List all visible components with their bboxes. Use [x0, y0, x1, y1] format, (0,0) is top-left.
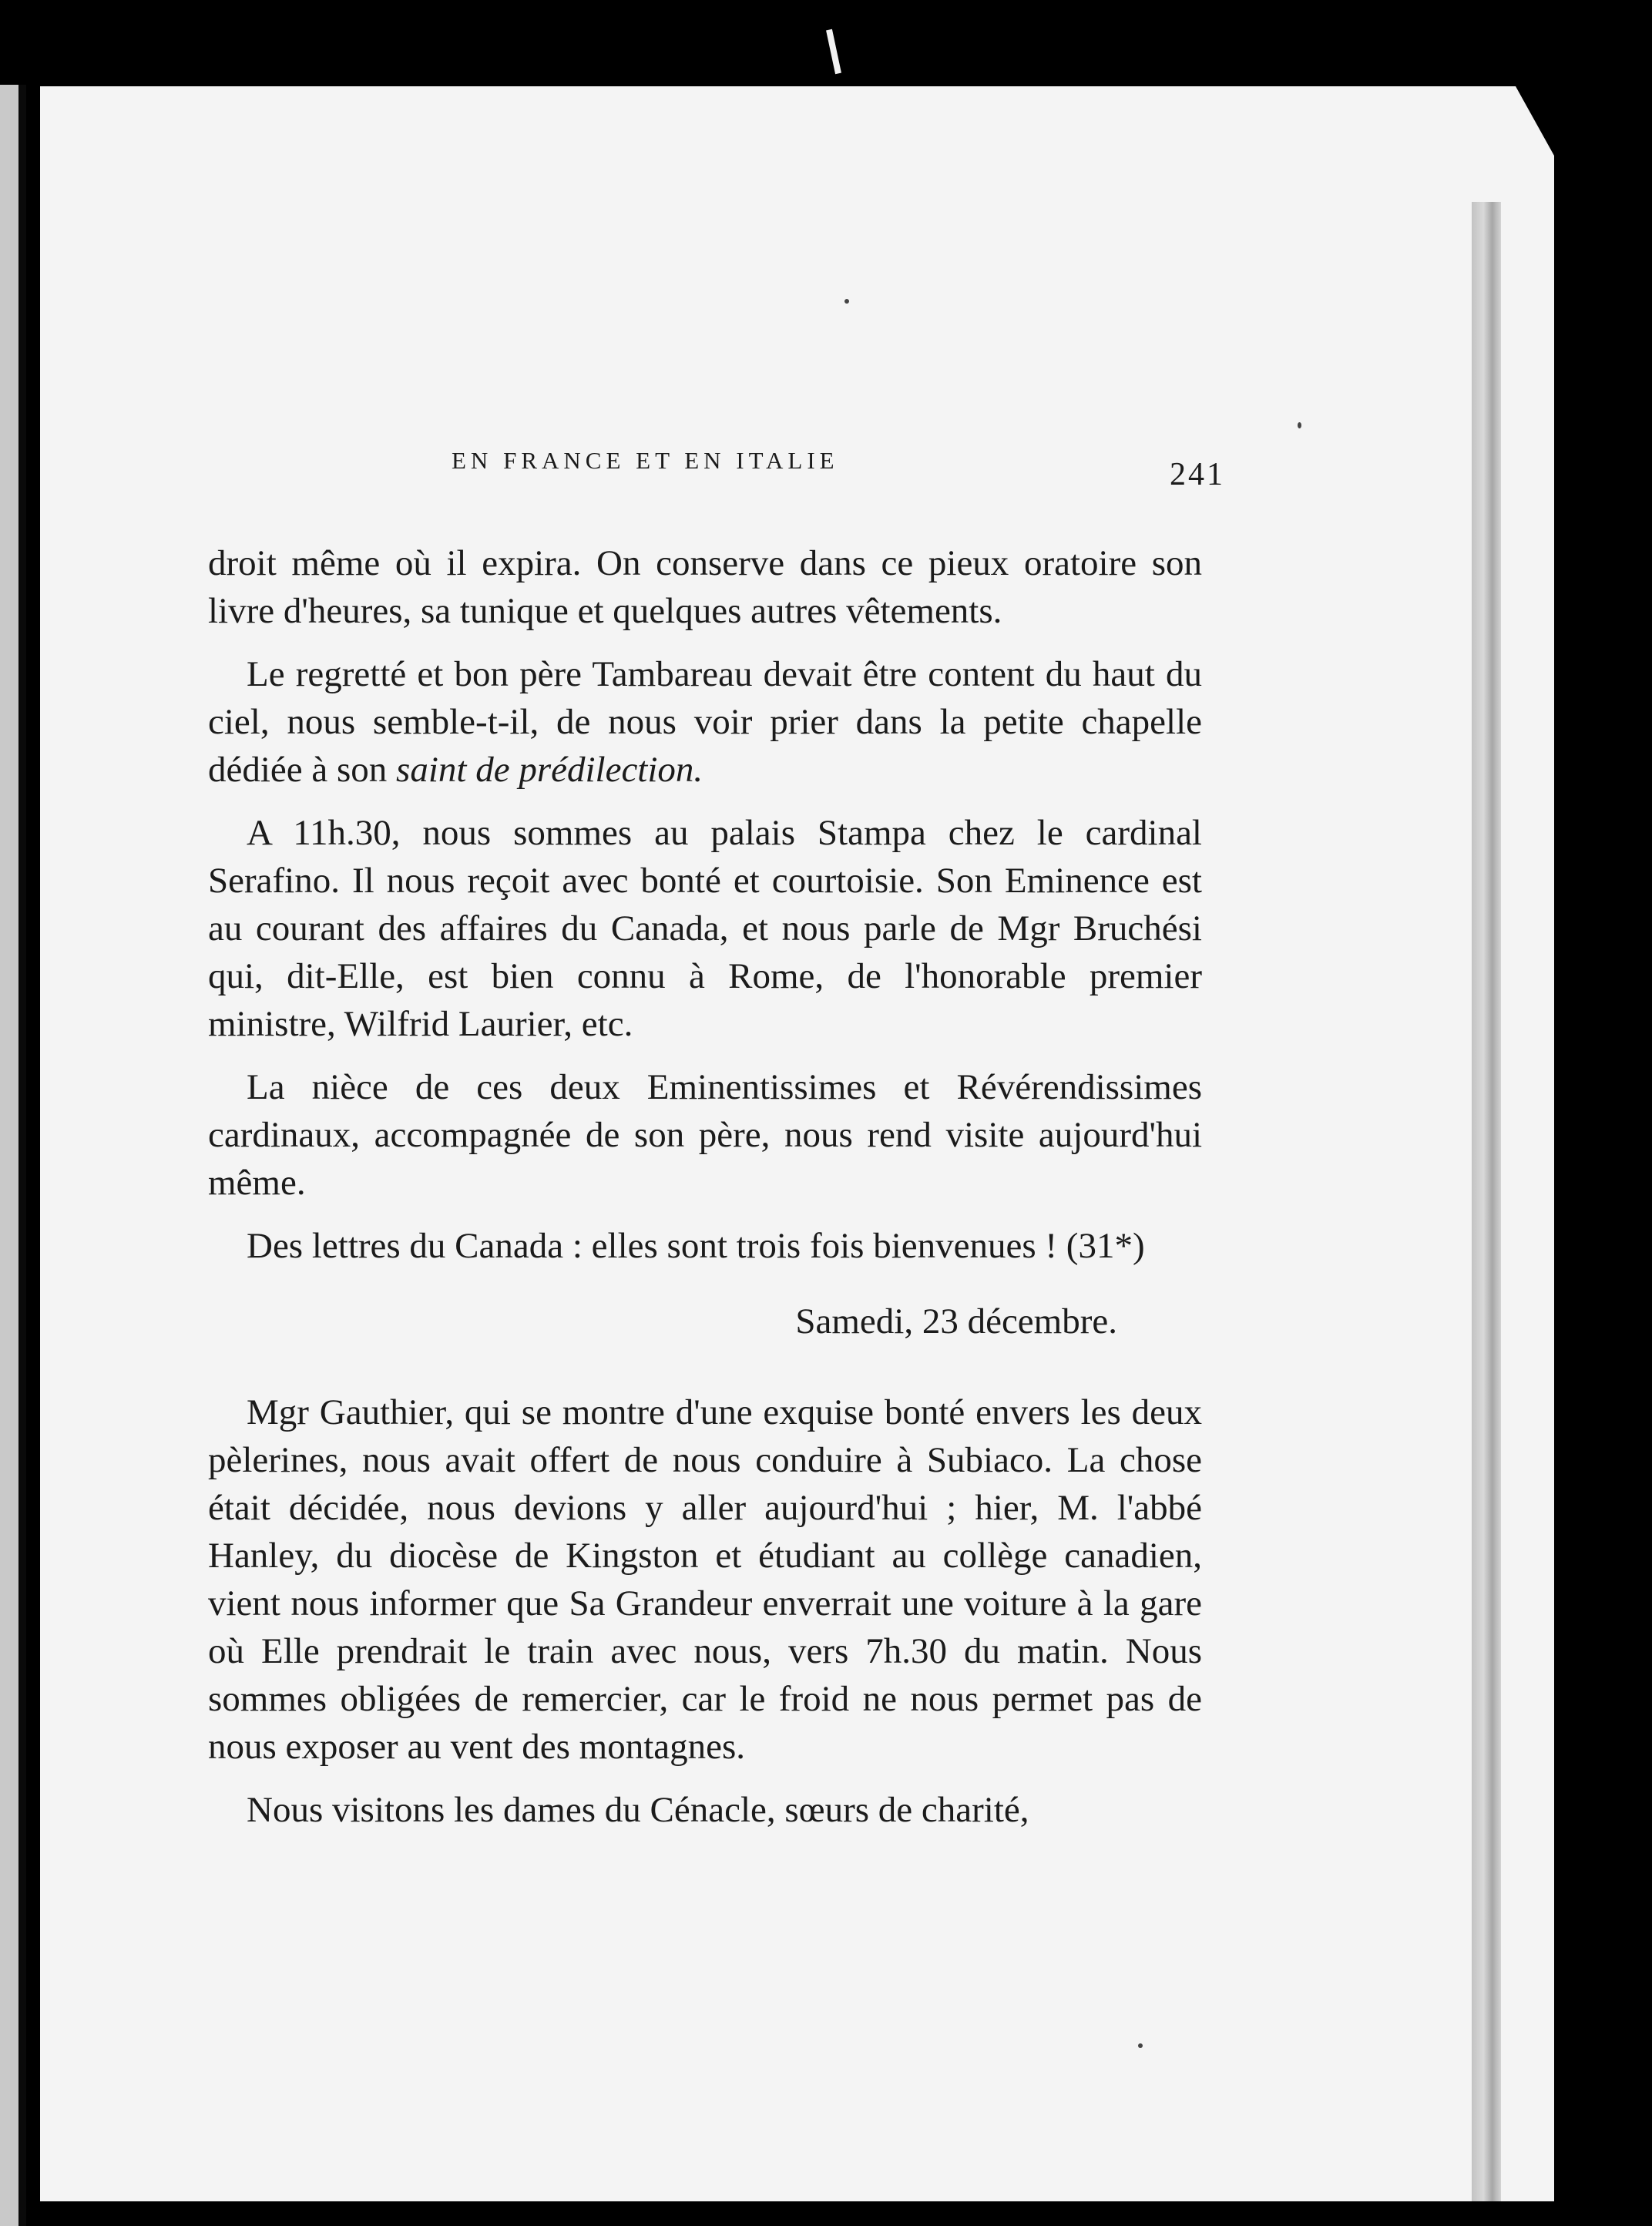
scan-speck [1138, 2043, 1143, 2048]
running-head [208, 447, 1225, 539]
scan-left-margin [0, 85, 26, 2226]
paragraph-1: droit même où il expira. On conserve dans ce pieux oratoire son livre d'heures, sa tunique et quelques autres vêtements. [208, 543, 1202, 631]
paragraph-5: Des lettres du Canada : elles sont trois fois bienvenues ! (31*) [247, 1226, 1145, 1266]
paragraph-2-text: Le regretté et bon père Tambareau devait être content du haut du ciel, nous semble-t-il, de nous voir prier dans la petite chapelle dédiée à son [208, 654, 1202, 790]
paragraph-2 [208, 650, 1202, 794]
paragraph-3: A 11h.30, nous sommes au palais Stampa chez le cardinal Serafino. Il nous reçoit avec bonté et courtoisie. Son Eminence est au courant des affaires du Canada, et nous parle de Mgr Bruchési qui, dit-Elle, est bien connu à Rome, de l'honorable premier ministre, Wilfrid Laurier, etc. [208, 813, 1202, 1044]
dateline: Samedi, 23 décembre. [795, 1301, 1117, 1341]
paragraph-7: Nous visitons les dames du Cénacle, sœurs de charité, [247, 1790, 1029, 1830]
running-title: EN FRANCE ET EN ITALIE [452, 447, 839, 474]
paragraph-4: La nièce de ces deux Eminentissimes et Révérendissimes cardinaux, accompagnée de son père, nous rend visite aujourd'hui même. [208, 1067, 1202, 1203]
page-edge-shadow [1472, 202, 1501, 2226]
scan-top-mark [826, 29, 841, 74]
scan-speck [844, 299, 849, 304]
page-number: 241 [1170, 457, 1225, 492]
paragraph-2-italic: saint de prédilection. [396, 750, 703, 790]
page-text [208, 447, 1225, 1849]
scan-speck [1298, 422, 1301, 428]
paragraph-6: Mgr Gauthier, qui se montre d'une exquise bonté envers les deux pèlerines, nous avait offert de nous conduire à Subiaco. La chose était décidée, nous devions y aller aujourd'hui ; hier, M. l'abbé Hanley, du diocèse de Kingston et étudiant au collège canadien, vient nous informer que Sa Grandeur enverrait une voiture à la gare où Elle prendrait le train avec nous, vers 7h.30 du matin. Nous sommes obligées de remercier, car le froid ne nous permet pas de nous exposer au vent des montagnes. [208, 1392, 1202, 1767]
